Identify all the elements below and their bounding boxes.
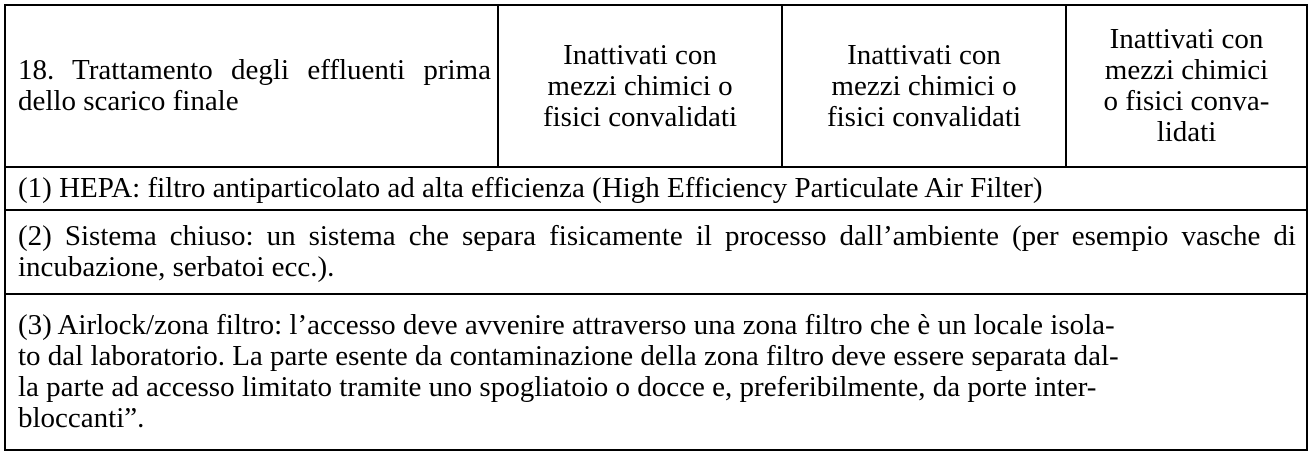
containment-measures-table [4, 4, 1308, 451]
footnote-row-2 [5, 210, 1307, 294]
cell-line: mezzi chimici [1104, 54, 1269, 86]
cell-line: mezzi chimici o [547, 69, 733, 102]
row-18-label-cell [5, 5, 498, 167]
cell-line: Inattivati con [1109, 23, 1264, 55]
row-18-level-2-cell [498, 5, 782, 167]
footnote-3-line: bloccanti”. [18, 402, 145, 434]
cell-line: Inattivati con [563, 38, 717, 71]
cell-line: lidati [1156, 116, 1217, 148]
footnote-row-1 [5, 167, 1307, 210]
cell-line: mezzi chimici o [831, 69, 1017, 102]
footnote-3-line: to dal laboratorio. La parte esente da contaminazione della zona filtro deve essere separata dal- [18, 340, 1119, 372]
table-row-18 [5, 5, 1307, 167]
cell-line: fisici convalidati [542, 100, 738, 133]
row-18-level-4-cell [1066, 5, 1307, 167]
row-18-level-3-cell [782, 5, 1066, 167]
footnote-row-3 [5, 294, 1307, 450]
cell-line: o fisici conva- [1103, 85, 1270, 117]
footnote-1: (1) HEPA: filtro antiparticolato ad alta efficienza (High Efficiency Particulate Air Filter) [5, 167, 1307, 210]
row-18-label: 18. Trattamento degli effluenti prima dello scarico finale [18, 54, 491, 117]
footnote-2: (2) Sistema chiuso: un sistema che separa fisicamente il processo dall’ambiente (per esempio vasche di incubazione, serbatoi ecc.). [5, 210, 1307, 294]
cell-line: Inattivati con [847, 38, 1001, 71]
cell-line: fisici convalidati [826, 100, 1022, 133]
footnote-3 [5, 294, 1307, 450]
footnote-3-line: (3) Airlock/zona filtro: l’accesso deve avvenire attraverso una zona filtro che è un locale isola- [18, 309, 1115, 341]
footnote-3-line: la parte ad accesso limitato tramite uno spogliatoio o docce e, preferibilmente, da porte inter- [18, 371, 1097, 403]
